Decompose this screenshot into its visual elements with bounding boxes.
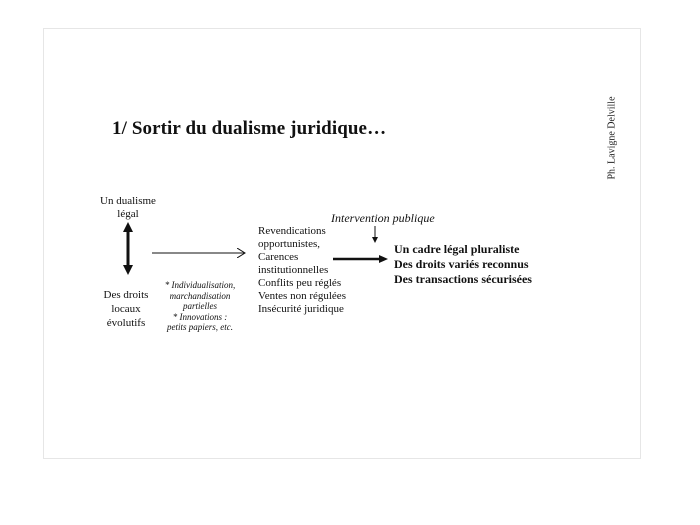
down-arrow-icon (372, 226, 378, 243)
problem-item: Carences (258, 251, 299, 263)
label-line: locaux (111, 303, 141, 315)
slide-title: 1/ Sortir du dualisme juridique… (112, 118, 387, 139)
note-line: * Individualisation, (164, 280, 236, 290)
result-item: Des transactions sécurisées (394, 272, 532, 286)
note-line: partielles (183, 301, 217, 311)
label-line: Des droits (103, 289, 149, 301)
result-item: Des droits variés reconnus (394, 257, 529, 271)
problem-item: Insécurité juridique (258, 303, 344, 315)
label-line: évolutifs (106, 317, 146, 329)
label-line: Un dualisme (100, 195, 156, 207)
note-line: * Innovations : (172, 311, 228, 322)
double-arrow-icon (123, 222, 133, 275)
problem-item: Conflits peu réglés (258, 277, 342, 289)
thick-right-arrow-icon (333, 255, 388, 263)
problem-item: Ventes non régulées (258, 290, 346, 302)
label-public-intervention: Intervention publique (331, 211, 435, 225)
note-line: petits papiers, etc. (167, 322, 233, 332)
label-line: légal (117, 208, 139, 220)
problem-item: institutionnelles (258, 264, 329, 276)
note-line: marchandisation (169, 290, 231, 301)
problem-item: opportunistes, (258, 238, 321, 250)
result-item: Un cadre légal pluraliste (394, 242, 520, 256)
problem-item: Revendications (258, 225, 326, 237)
author-name: Ph. Lavigne Delville (606, 95, 618, 180)
